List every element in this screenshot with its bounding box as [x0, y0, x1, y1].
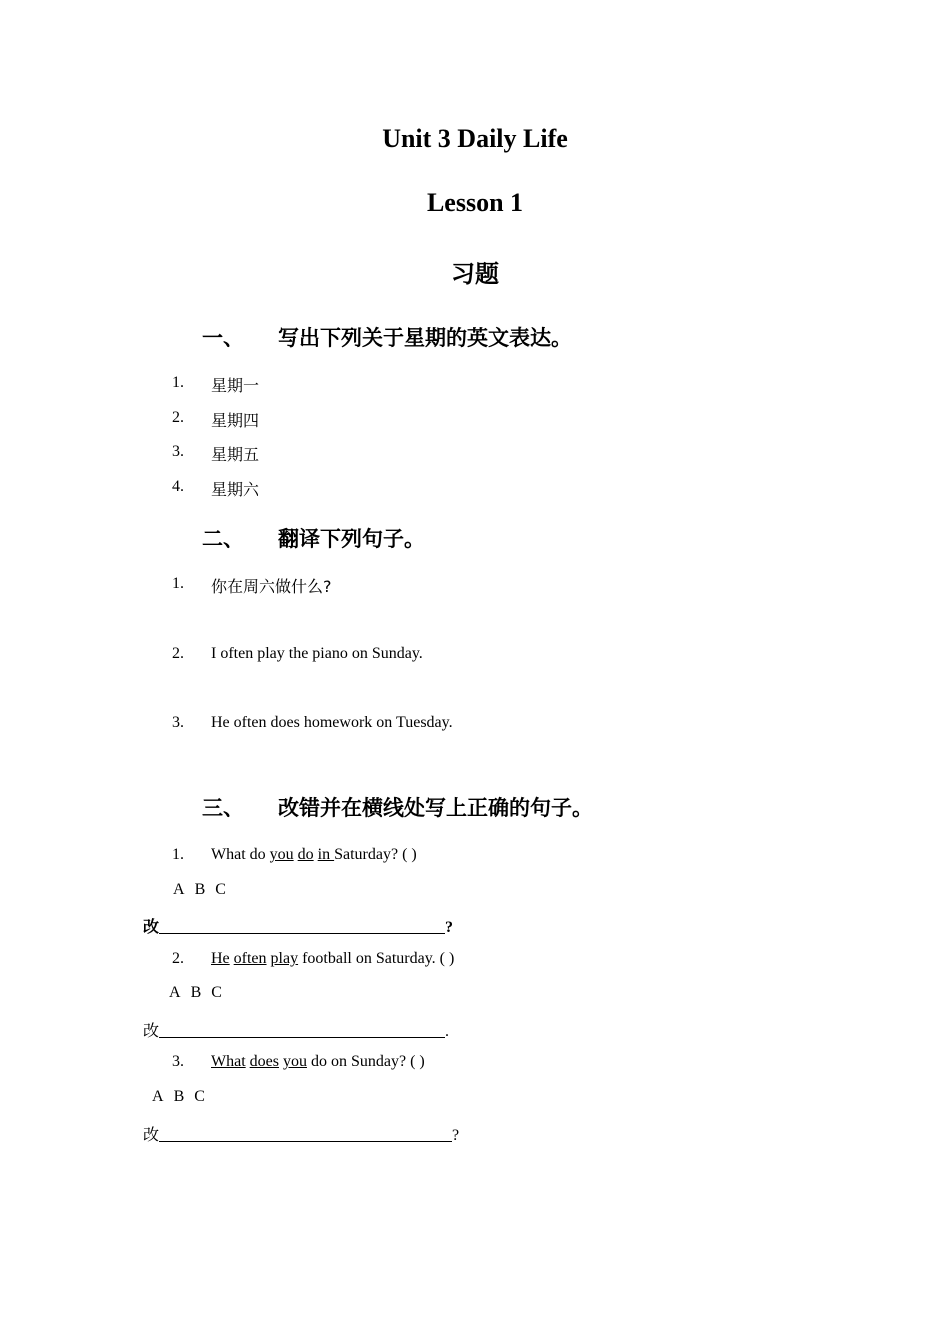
s3-q2-correction-line[interactable]: 改 . — [143, 1021, 450, 1040]
s2-item-2-text: I often play the piano on Sunday. — [211, 645, 423, 662]
s2-item-2-number: 2. — [172, 645, 184, 662]
s1-item-4-number: 4. — [172, 478, 184, 495]
s1-item-2-number: 2. — [172, 409, 184, 426]
s2-item-1-text: 你在周六做什么? — [211, 577, 332, 596]
section-2-heading: 翻译下列句子。 — [278, 527, 425, 551]
s3-item-1-sentence: What do you do in Saturday? ( ) — [211, 846, 417, 863]
section-1-heading: 写出下列关于星期的英文表达。 — [278, 326, 572, 350]
s3-q1-option-c-word: in — [317, 846, 335, 863]
s3-q3-option-c-word: you — [282, 1053, 307, 1070]
s1-item-1-text: 星期一 — [211, 376, 260, 395]
s1-item-3-text: 星期五 — [211, 445, 260, 464]
s3-item-3-sentence: What does you do on Sunday? ( ) — [211, 1053, 425, 1070]
s1-item-2-text: 星期四 — [211, 411, 260, 430]
s3-item-3-number: 3. — [172, 1053, 184, 1070]
section-1-number: 一、 — [202, 326, 244, 350]
s3-q3-option-b-word: does — [249, 1053, 279, 1070]
s3-q3-option-letters: A B C — [152, 1088, 206, 1105]
s3-item-1-number: 1. — [172, 846, 184, 863]
s3-q2-option-a-word: He — [211, 950, 230, 967]
page-title: Unit 3 Daily Life — [382, 124, 568, 153]
s2-item-3-number: 3. — [172, 714, 184, 731]
s3-item-2-sentence: He often play football on Saturday. ( ) — [211, 950, 455, 967]
s1-item-3-number: 3. — [172, 443, 184, 460]
section-2-number: 二、 — [202, 527, 244, 551]
s3-q1-correction-line[interactable]: 改 ? — [143, 917, 454, 936]
s3-q2-option-b-word: often — [233, 950, 267, 967]
s3-q1-option-b-word: do — [297, 846, 314, 863]
s3-q1-option-letters: A B C — [173, 881, 227, 898]
s3-q3-option-a-word: What — [211, 1053, 246, 1070]
lesson-title: Lesson 1 — [426, 188, 524, 217]
s2-item-1-number: 1. — [172, 575, 184, 592]
s3-q2-option-c-word: play — [270, 950, 299, 967]
s3-q1-option-a-word: you — [269, 846, 294, 863]
exercise-subtitle: 习题 — [451, 260, 499, 288]
section-3-number: 三、 — [202, 796, 244, 820]
s1-item-4-text: 星期六 — [211, 480, 260, 499]
s3-q2-option-letters: A B C — [169, 984, 223, 1001]
s3-item-2-number: 2. — [172, 950, 184, 967]
s3-q3-correction-line[interactable]: 改 ? — [143, 1125, 460, 1144]
section-3-heading: 改错并在横线处写上正确的句子。 — [278, 796, 593, 820]
s1-item-1-number: 1. — [172, 374, 184, 391]
s2-item-3-text: He often does homework on Tuesday. — [211, 714, 453, 731]
